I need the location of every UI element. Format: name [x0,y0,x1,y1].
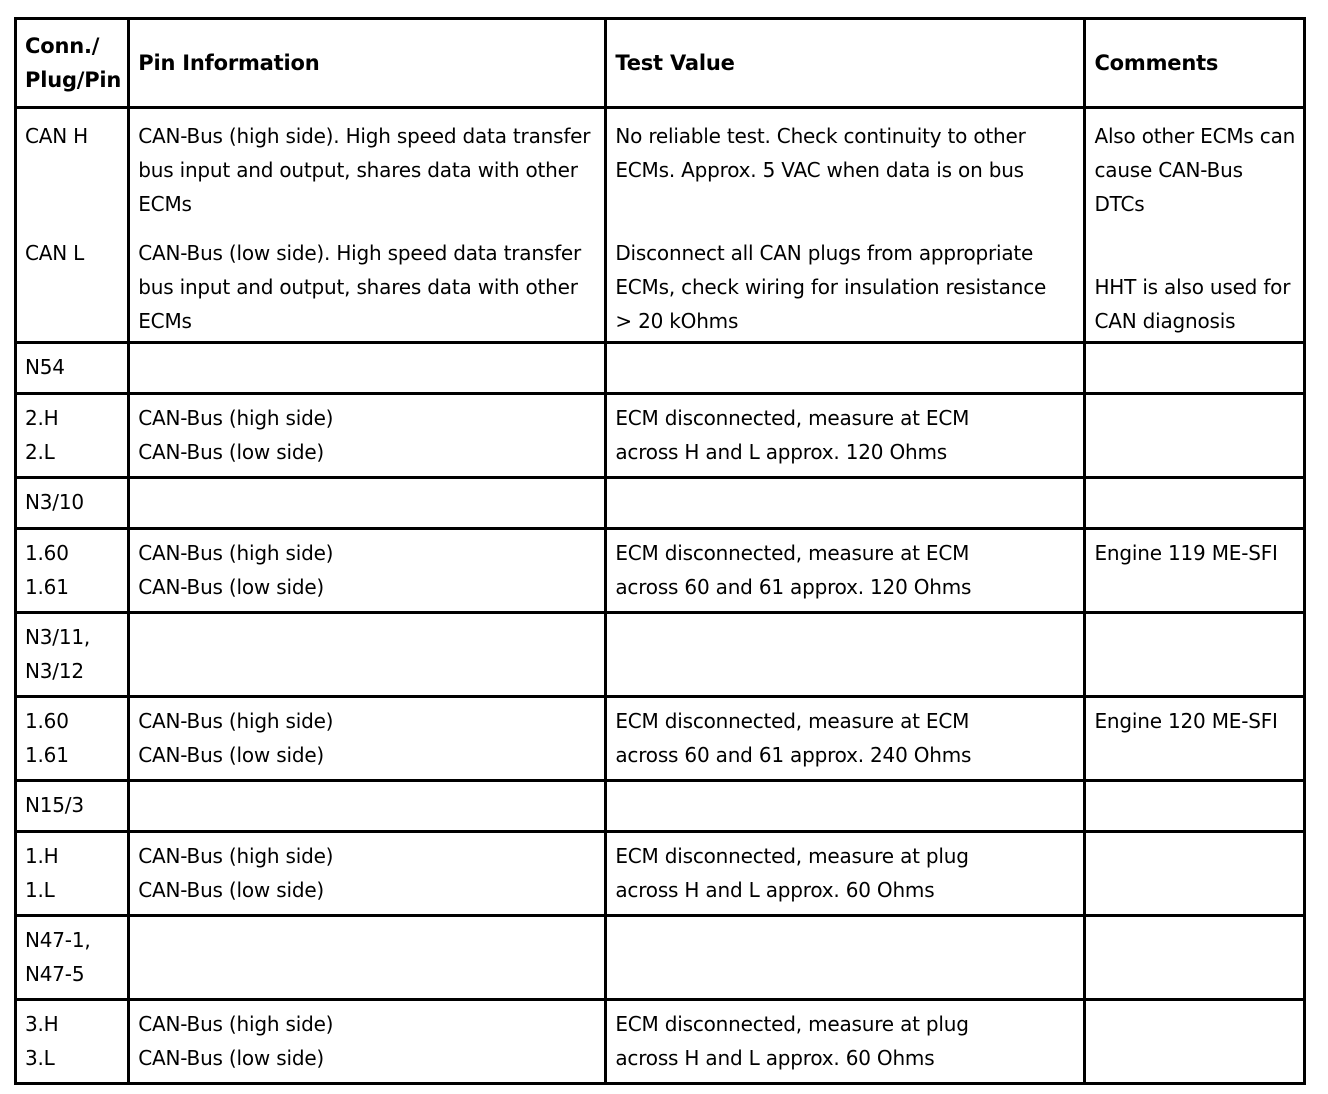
cell-test-value [606,343,1085,394]
cell-test-value: ECM disconnected, measure at ECM across H and L approx. 120 Ohms [606,394,1085,478]
cell-pin: 3.H 3.L [16,1000,129,1084]
header-test-value: Test Value [606,19,1085,108]
header-row [16,19,1305,108]
table-row-plug [16,478,1305,529]
table-row-pins [16,529,1305,613]
cell-pin: N15/3 [16,781,129,832]
cell-comments: Also other ECMs can cause CAN-Bus DTCs HHT is also used for CAN diagnosis [1085,108,1305,343]
cell-comments [1085,781,1305,832]
table-row-plug [16,781,1305,832]
cell-test-value: ECM disconnected, measure at plug across H and L approx. 60 Ohms [606,1000,1085,1084]
cell-test-value: No reliable test. Check continuity to other ECMs. Approx. 5 VAC when data is on bus Disconnect all CAN plugs from appropriate ECMs, check wiring for insulation resistance > 20 kOhms [606,108,1085,343]
cell-test-value [606,478,1085,529]
cell-comments: Engine 120 ME-SFI [1085,697,1305,781]
cell-test-value: ECM disconnected, measure at ECM across 60 and 61 approx. 240 Ohms [606,697,1085,781]
cell-pin: N3/10 [16,478,129,529]
cell-pin-information: CAN-Bus (high side) CAN-Bus (low side) [129,1000,606,1084]
cell-pin: 1.60 1.61 [16,697,129,781]
header-conn-plug-pin: Conn./ Plug/Pin [16,19,129,108]
cell-comments: Engine 119 ME-SFI [1085,529,1305,613]
cell-pin-information: CAN-Bus (high side) CAN-Bus (low side) [129,394,606,478]
cell-pin-information: CAN-Bus (high side) CAN-Bus (low side) [129,529,606,613]
cell-comments [1085,613,1305,697]
cell-pin-information [129,781,606,832]
cell-test-value [606,781,1085,832]
cell-pin: 1.60 1.61 [16,529,129,613]
cell-pin-information: CAN-Bus (high side) CAN-Bus (low side) [129,697,606,781]
cell-pin: N47-1, N47-5 [16,916,129,1000]
cell-pin: CAN H CAN L [16,108,129,343]
header-pin-information: Pin Information [129,19,606,108]
cell-comments [1085,394,1305,478]
table-row-can-h-l [16,108,1305,343]
table-row-pins [16,1000,1305,1084]
cell-test-value [606,613,1085,697]
cell-pin-information [129,613,606,697]
cell-pin-information: CAN-Bus (high side). High speed data transfer bus input and output, shares data with other ECMs CAN-Bus (low side). High speed data transfer bus input and output, shares data with other ECMs [129,108,606,343]
cell-pin: N3/11, N3/12 [16,613,129,697]
cell-comments [1085,343,1305,394]
table-row-pins [16,832,1305,916]
table-row-plug [16,343,1305,394]
cell-comments [1085,1000,1305,1084]
cell-test-value [606,916,1085,1000]
cell-pin-information [129,478,606,529]
table-row-pins [16,697,1305,781]
cell-pin: 1.H 1.L [16,832,129,916]
cell-pin-information: CAN-Bus (high side) CAN-Bus (low side) [129,832,606,916]
table-row-pins [16,394,1305,478]
cell-pin-information [129,916,606,1000]
header-comments: Comments [1085,19,1305,108]
cell-comments [1085,478,1305,529]
can-bus-pin-table [14,17,1306,1085]
cell-test-value: ECM disconnected, measure at ECM across 60 and 61 approx. 120 Ohms [606,529,1085,613]
cell-pin-information [129,343,606,394]
cell-pin: 2.H 2.L [16,394,129,478]
table-row-plug [16,613,1305,697]
cell-comments [1085,916,1305,1000]
table-row-plug [16,916,1305,1000]
cell-comments [1085,832,1305,916]
cell-pin: N54 [16,343,129,394]
cell-test-value: ECM disconnected, measure at plug across H and L approx. 60 Ohms [606,832,1085,916]
